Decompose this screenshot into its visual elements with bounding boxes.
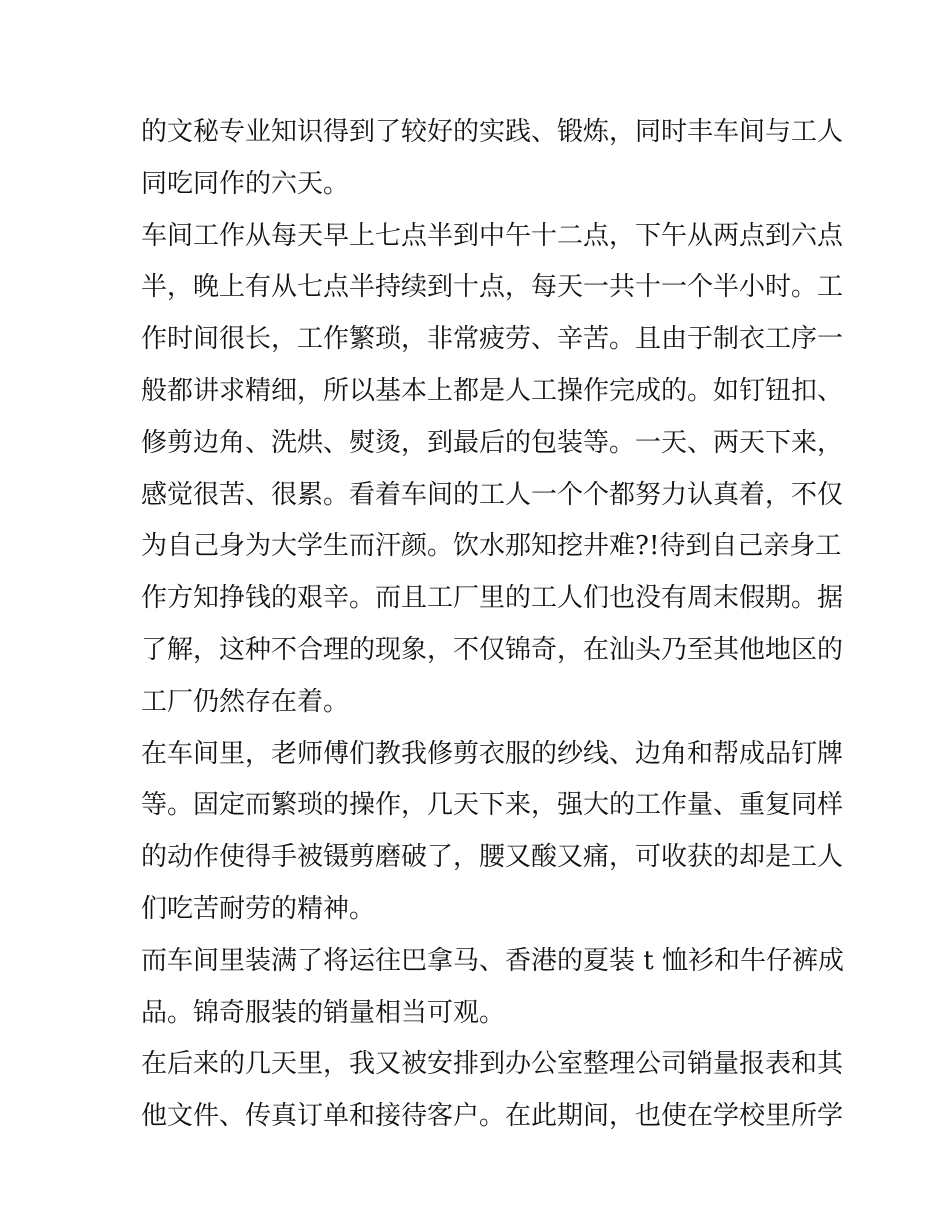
text-line: 车间工作从每天早上七点半到中午十二点，下午从两点到六点 [141,220,844,251]
text-line: 同吃同作的六天。 [141,168,350,199]
text-line: 们吃苦耐劳的精神。 [141,893,376,924]
text-line: 的文秘专业知识得到了较好的实践、锻炼，同时丰车间与工人 [141,117,844,147]
text-line: 般都讲求精细，所以基本上都是人工操作完成的。如钉钮扣、 [141,375,844,406]
text-line: 半，晚上有从七点半持续到十点，每天一共十一个半小时。工 [141,272,844,303]
text-line: 感觉很苦、很累。看着车间的工人一个个都努力认真着，不仅 [141,479,844,510]
text-line: 修剪边角、洗烘、熨烫，到最后的包装等。一天、两天下来， [141,427,844,458]
text-line: 的动作使得手被镊剪磨破了，腰又酸又痛，可收获的却是工人 [141,842,844,873]
text-line: 为自己身为大学生而汗颜。饮水那知挖井难?!待到自己亲身工 [141,531,842,562]
text-line: 作方知挣钱的艰辛。而且工厂里的工人们也没有周末假期。据 [141,583,844,614]
text-line: 作时间很长，工作繁琐，非常疲劳、辛苦。且由于制衣工序一 [141,324,844,355]
text-line: 了解，这种不合理的现象，不仅锦奇，在汕头乃至其他地区的 [141,634,844,665]
text-line: 品。锦奇服装的销量相当可观。 [141,997,506,1028]
body-text [141,107,844,1143]
text-line: 等。固定而繁琐的操作，几天下来，强大的工作量、重复同样 [141,790,844,821]
text-line: 而车间里装满了将运往巴拿马、香港的夏装 t 恤衫和牛仔裤成 [141,945,844,976]
text-line: 他文件、传真订单和接待客户。在此期间，也使在学校里所学 [141,1101,844,1132]
text-line: 在车间里，老师傅们教我修剪衣服的纱线、边角和帮成品钉牌 [141,738,844,769]
text-line: 工厂仍然存在着。 [141,686,350,717]
text-line: 在后来的几天里，我又被安排到办公室整理公司销量报表和其 [141,1049,844,1080]
